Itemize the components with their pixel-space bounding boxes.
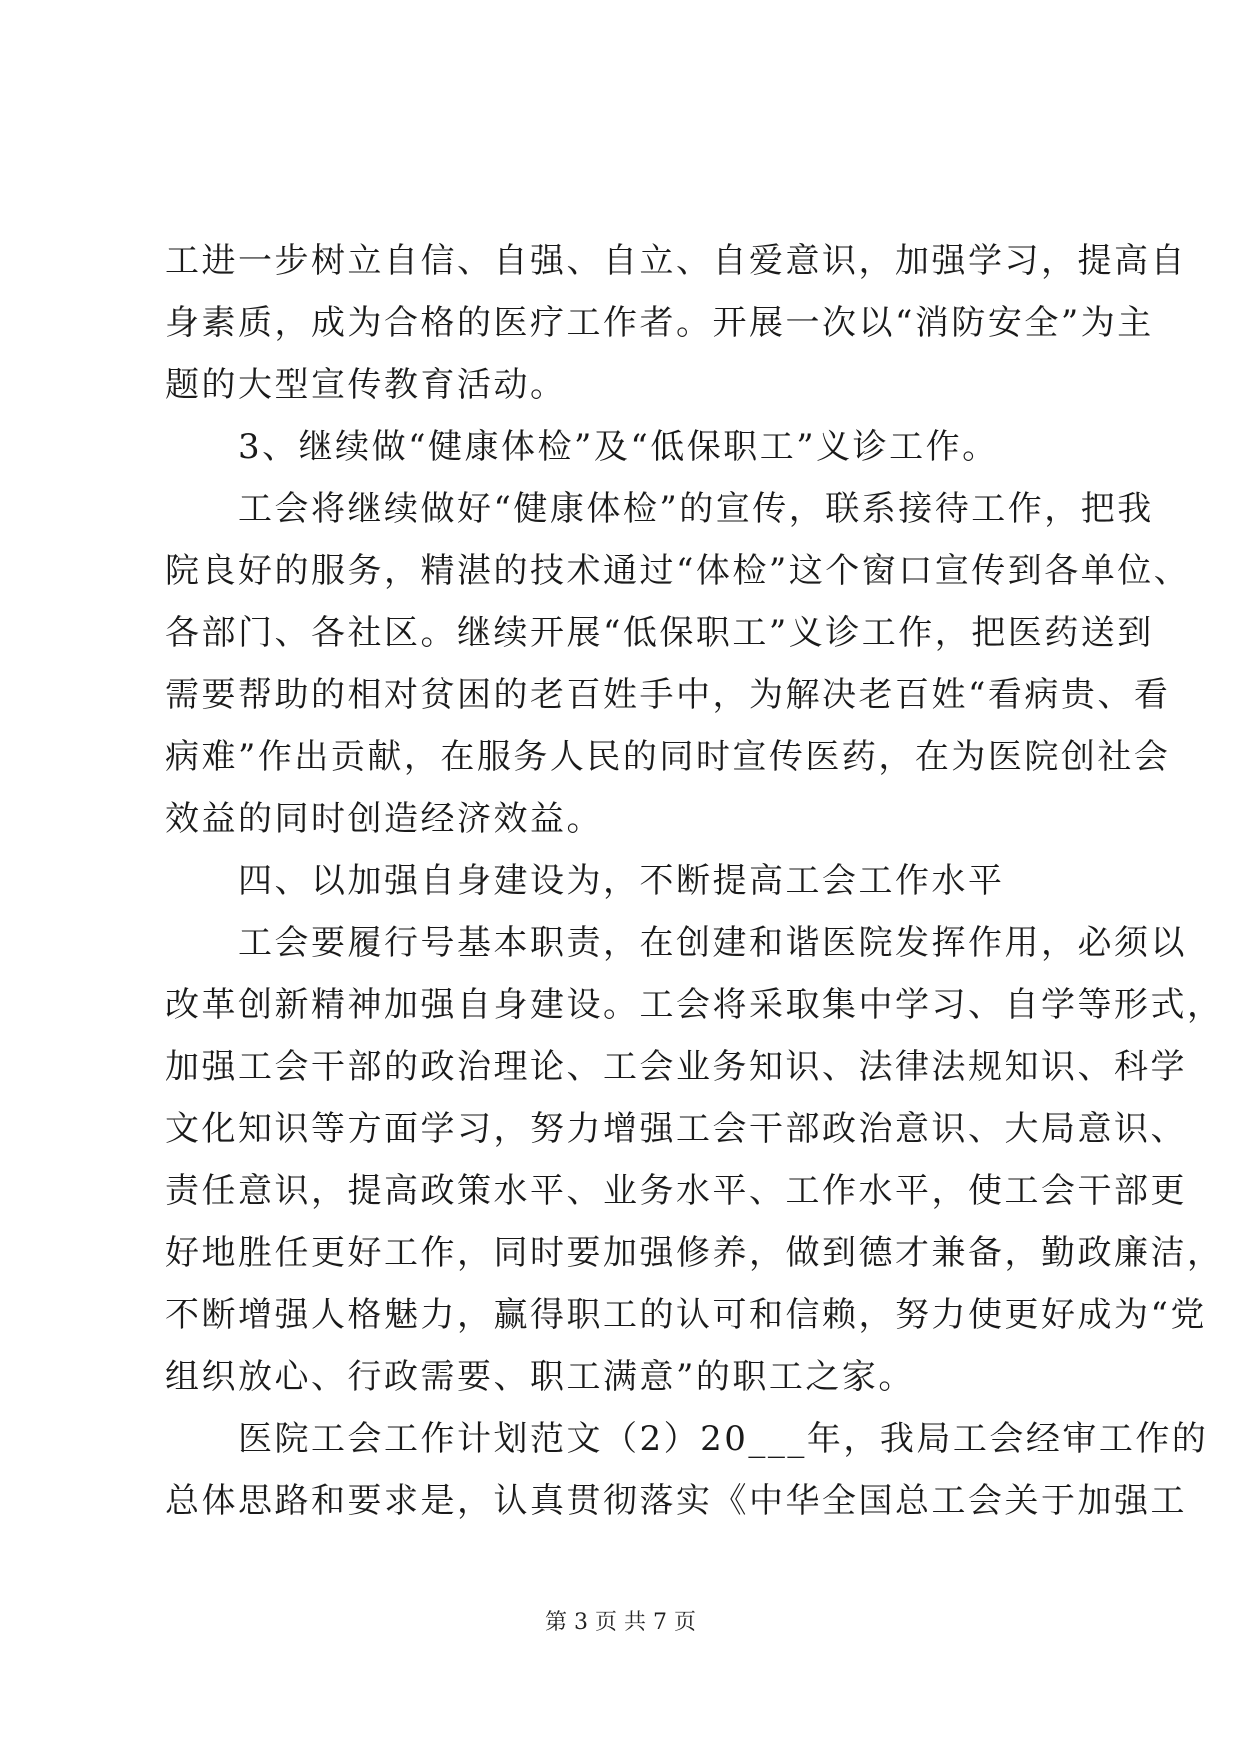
text-line: 工会要履行号基本职责，在创建和谐医院发挥作用，必须以 (165, 923, 1187, 963)
section-heading-line: 四、以加强自身建设为，不断提高工会工作水平 (165, 861, 1005, 901)
text-line: 效益的同时创造经济效益。 (165, 799, 603, 839)
text-line: 不断增强人格魅力，赢得职工的认可和信赖，努力使更好成为“党 (165, 1295, 1207, 1335)
text-line: 医院工会工作计划范文（2）20___年，我局工会经审工作的 (165, 1419, 1209, 1459)
text-line: 好地胜任更好工作，同时要加强修养，做到德才兼备，勤政廉洁， (165, 1233, 1224, 1273)
text-line: 加强工会干部的政治理论、工会业务知识、法律法规知识、科学 (165, 1047, 1187, 1087)
text-line: 病难”作出贡献，在服务人民的同时宣传医药，在为医院创社会 (165, 737, 1171, 777)
text-line: 工会将继续做好“健康体检”的宣传，联系接待工作，把我 (165, 489, 1154, 529)
text-line: 题的大型宣传教育活动。 (165, 365, 567, 405)
text-line: 工进一步树立自信、自强、自立、自爱意识，加强学习，提高自 (165, 241, 1187, 281)
text-line: 各部门、各社区。继续开展“低保职工”义诊工作，把医药送到 (165, 613, 1154, 653)
text-line: 院良好的服务，精湛的技术通过“体检”这个窗口宣传到各单位、 (165, 551, 1191, 591)
text-line: 总体思路和要求是，认真贯彻落实《中华全国总工会关于加强工 (165, 1481, 1187, 1521)
text-line: 文化知识等方面学习，努力增强工会干部政治意识、大局意识、 (165, 1109, 1187, 1149)
text-line: 改革创新精神加强自身建设。工会将采取集中学习、自学等形式， (165, 985, 1224, 1025)
text-line: 组织放心、行政需要、职工满意”的职工之家。 (165, 1357, 915, 1397)
page-number-footer: 第 3 页 共 7 页 (545, 1610, 696, 1635)
text-line: 身素质，成为合格的医疗工作者。开展一次以“消防安全”为主 (165, 303, 1154, 343)
document-body (165, 230, 1224, 1532)
text-line: 需要帮助的相对贫困的老百姓手中，为解决老百姓“看病贵、看 (165, 675, 1171, 715)
text-line: 责任意识，提高政策水平、业务水平、工作水平，使工会干部更 (165, 1171, 1187, 1211)
section-heading-line: 3、继续做“健康体检”及“低保职工”义诊工作。 (165, 427, 999, 467)
